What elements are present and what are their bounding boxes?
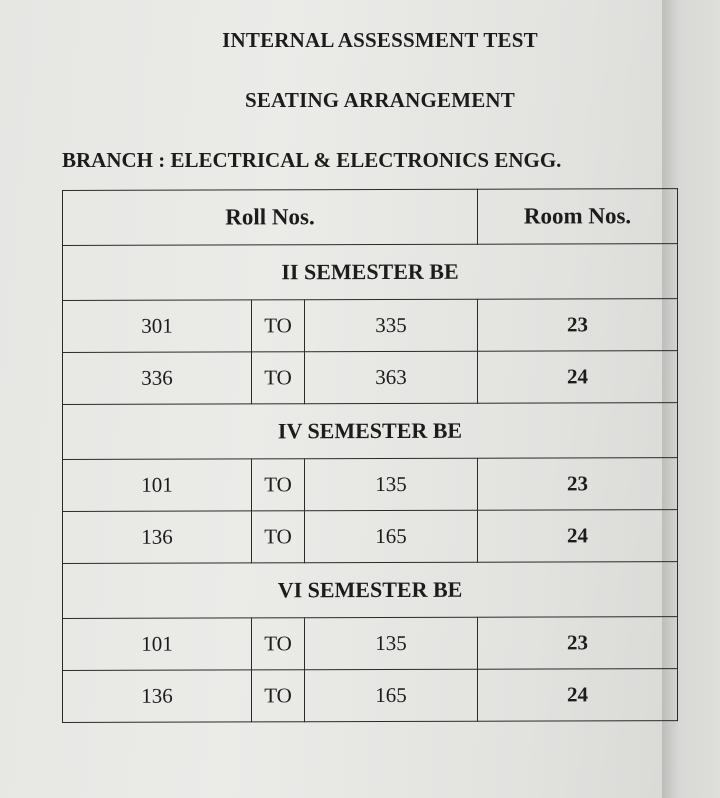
semester-row (63, 244, 678, 301)
roll-end: 135 (305, 617, 478, 670)
table-row (63, 299, 678, 353)
roll-from: 101 (63, 459, 252, 512)
roll-from: 336 (63, 352, 252, 405)
table-row (63, 351, 678, 405)
table-header-row (63, 189, 678, 246)
table-row (63, 510, 678, 564)
roll-to-label: TO (252, 300, 305, 352)
roll-from: 301 (63, 300, 252, 353)
semester-label: II SEMESTER BE (63, 244, 678, 301)
roll-end: 165 (305, 669, 478, 722)
roll-nos-header: Roll Nos. (63, 189, 478, 245)
roll-to-label: TO (252, 459, 305, 511)
roll-end: 165 (305, 510, 478, 563)
document-title: INTERNAL ASSESSMENT TEST (222, 28, 538, 52)
room-nos-header: Room Nos. (478, 189, 678, 245)
table-row (63, 617, 678, 671)
roll-end: 335 (305, 299, 478, 352)
room-number: 24 (478, 351, 678, 404)
roll-from: 136 (63, 511, 252, 564)
branch-label: BRANCH : ELECTRICAL & ELECTRONICS ENGG. (62, 148, 562, 172)
roll-to-label: TO (252, 511, 305, 563)
roll-from: 136 (63, 670, 252, 723)
roll-to-label: TO (252, 618, 305, 670)
semester-row (63, 562, 678, 619)
semester-row (63, 403, 678, 460)
seating-table (62, 188, 678, 723)
table-row (63, 669, 678, 723)
roll-from: 101 (63, 618, 252, 671)
room-number: 23 (478, 458, 678, 511)
roll-end: 135 (305, 458, 478, 511)
roll-to-label: TO (252, 670, 305, 722)
room-number: 24 (478, 510, 678, 563)
roll-end: 363 (305, 351, 478, 404)
document-subtitle: SEATING ARRANGEMENT (244, 88, 516, 112)
table-row (63, 458, 678, 512)
room-number: 24 (478, 669, 678, 722)
room-number: 23 (478, 299, 678, 352)
semester-label: VI SEMESTER BE (63, 562, 678, 619)
semester-label: IV SEMESTER BE (63, 403, 678, 460)
roll-to-label: TO (252, 352, 305, 404)
room-number: 23 (478, 617, 678, 670)
